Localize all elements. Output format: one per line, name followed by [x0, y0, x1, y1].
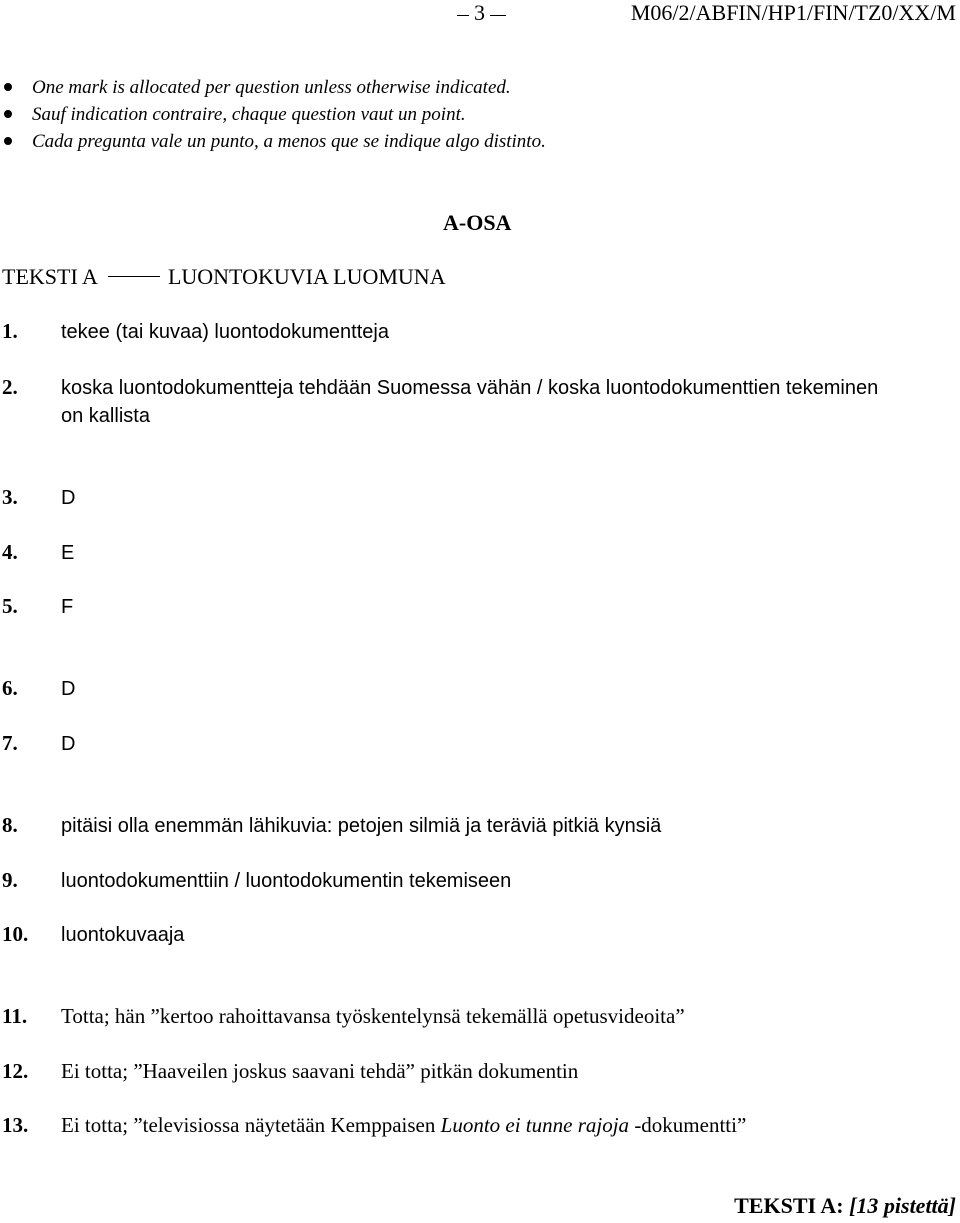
answer-item: 7. D	[2, 731, 76, 755]
instruction-en: One mark is allocated per question unless otherwise indicated.	[0, 74, 546, 101]
section-total: TEKSTI A: [13 pistettä]	[734, 1193, 956, 1218]
text-title	[2, 264, 446, 290]
header-dash-right	[490, 15, 506, 16]
page-number: 3	[474, 0, 485, 25]
answer-item: 1. tekee (tai kuvaa) luontodokumentteja	[2, 319, 389, 343]
title-dash	[108, 276, 160, 277]
document-code: M06/2/ABFIN/HP1/FIN/TZ0/XX/M	[630, 0, 956, 25]
bullet-icon	[4, 83, 12, 91]
instruction-fr: Sauf indication contraire, chaque question vaut un point.	[0, 101, 546, 128]
answer-item: 12. Ei totta; ”Haaveilen joskus saavani tehdä” pitkän dokumentin	[2, 1059, 579, 1083]
text-title-right: LUONTOKUVIA LUOMUNA	[167, 264, 446, 289]
answer-item: 3. D	[2, 485, 76, 509]
answer-item: 4. E	[2, 540, 75, 564]
answer-item: 11. Totta; hän ”kertoo rahoittavansa työskentelynsä tekemällä opetusvideoita”	[2, 1004, 685, 1028]
answer-item: 6. D	[2, 676, 76, 700]
text-title-left: TEKSTI A	[2, 264, 98, 289]
answer-item: 10. luontokuvaaja	[2, 922, 185, 946]
documentary-title: Luonto ei tunne rajoja	[440, 1113, 630, 1137]
total-points: [13 pistettä]	[849, 1193, 956, 1218]
answer-item: 5. F	[2, 594, 74, 618]
answer-item: 9. luontodokumenttiin / luontodokumentin tekemiseen	[2, 868, 512, 892]
bullet-icon	[4, 137, 12, 145]
marking-instructions	[0, 74, 546, 155]
answer-item: 13. Ei totta; ”televisiossa näytetään Kemppaisen Luonto ei tunne rajoja -dokumentti”	[2, 1113, 747, 1137]
bullet-icon	[4, 110, 12, 118]
instruction-es: Cada pregunta vale un punto, a menos que se indique algo distinto.	[0, 128, 546, 155]
header-dash-left	[457, 15, 469, 16]
answer-item: 8. pitäisi olla enemmän lähikuvia: petojen silmiä ja teräviä pitkiä kynsiä	[2, 813, 662, 837]
section-title: A-OSA	[443, 210, 512, 235]
answer-item: 2. koska luontodokumentteja tehdään Suomessa vähän / koska luontodokumenttien tekeminen on kallista	[2, 375, 879, 427]
